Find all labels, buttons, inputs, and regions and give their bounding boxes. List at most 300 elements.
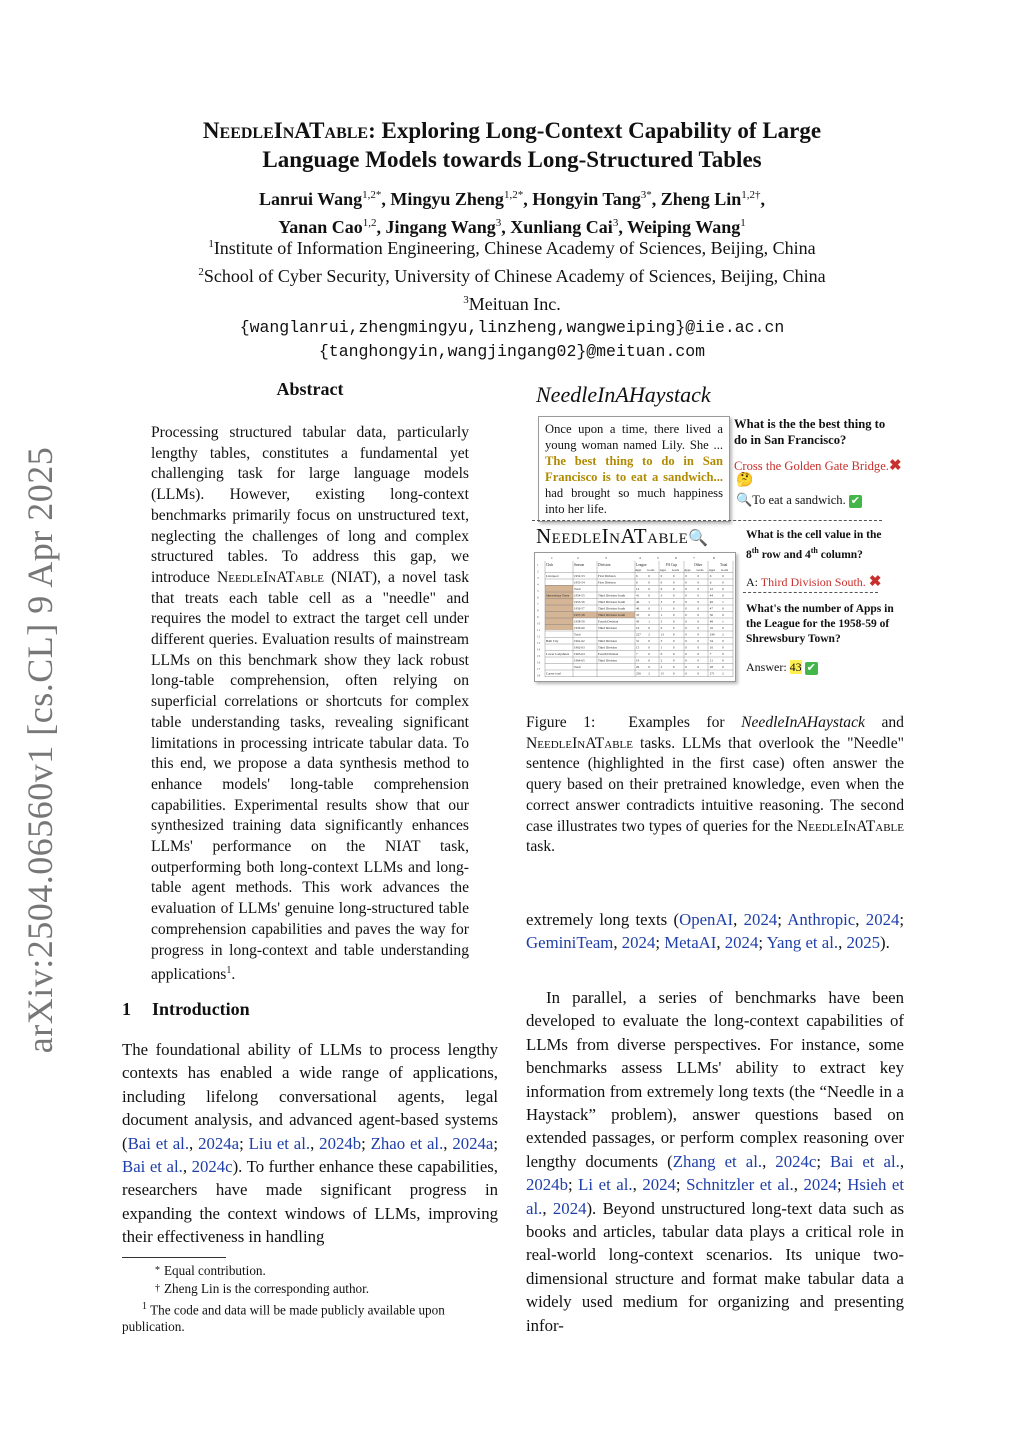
mini-cell: 0 [672,580,675,585]
mini-row-number: 4 [537,582,539,587]
mini-cell: 1 [648,619,650,624]
mini-cell: 0 [685,600,687,604]
mini-cell: 1959-60 [574,626,585,630]
divider [532,520,882,521]
mini-cell: 0 [722,652,724,656]
mini-header: Apps [635,568,642,572]
mini-cell: 0 [672,619,675,624]
mini-cell: 0 [685,593,687,598]
mini-cell: 0 [685,587,687,591]
haystack-note [538,416,730,522]
mini-cell: Total [574,665,581,669]
citation-year[interactable]: 2024c [775,1151,817,1171]
mini-cell: 15 [636,645,640,650]
mini-cell: 0 [648,593,650,598]
mini-cell: 0 [685,613,687,617]
abstract-heading: Abstract [276,379,344,399]
mini-cell: 0 [672,671,675,676]
abstract-text: (NIAT), a novel task that treats each table cell as a "needle" and requires the model to extract the target cell under different queries. Evaluation results of mainstream LLMs on this benchmark show they lack robust long-table comprehension, often relying on superficial correlations or shortcuts for complex table understanding tasks, revealing significant limitations in processing intricate tabular data. To this end, we propose a data synthesis method to enhance models' long-table comprehension capabilities. Experimental results show that our synthesized training data significantly enhances LLMs' performance on the NIAT task, outperforming both long-context LLMs and long-table agent methods. This work advances the evaluation of LLMs' genuine long-structured table comprehension capabilities and paves the way for progress in long-context and table understanding applications [151,568,469,984]
mini-cell: 6 [636,580,638,585]
affiliation-2: School of Cyber Security, University of Chinese Academy of Sciences, Beijing, China [203,266,826,286]
answer-label: Answer: [746,660,787,674]
mini-cell: 3 [660,600,663,604]
mini-cell: 0 [722,645,724,650]
mini-cell: 15 [660,671,664,676]
mini-cell: 1957-58 [574,613,585,617]
mini-cell: 2 [648,671,650,676]
footnote-3 [122,1298,500,1335]
affiliation-3: Meituan Inc. [468,294,561,314]
mini-cell: Third Division [598,645,617,650]
citation-year[interactable]: 2024 [743,910,778,929]
citation-year[interactable]: 2024 [552,1198,587,1218]
abstract-text: Processing structured tabular data, particularly lengthy tables, constitutes a fundamental yet challenging task for large language models (LLMs). However, existing long-context benchmarks primarily focus on unstructured text, neglecting the challenges of long and complex structured tables. To address this gap, we introduce [151,424,469,586]
mini-cell: Third Division South [598,613,626,617]
mini-cell: 0 [660,574,663,578]
mini-row-number: 7 [537,602,539,606]
mini-header: Goals [696,568,704,572]
mini-cell: 0 [697,626,700,630]
author-name: Lanrui Wang [258,189,363,209]
section-number: 1 [122,999,131,1019]
mini-cell: 5 [660,619,663,624]
mini-cell: 1954-55 [574,593,585,598]
mini-cell: 1 [660,606,663,611]
mini-cell: 0 [648,580,650,585]
intro-paragraph: The foundational ability of LLMs to process lengthy contexts has enabled a wide range of applications, including lifelong conversational agents, legal document analysis, and advanced agent-based systems (Bai et al., 2024a; Liu et al., 2024b; Zhao et al., 2024a; Bai et al., 2024c). To further enhance these capabilities, researchers have made significant progress in expanding the context windows of LLMs, improving their effectiveness in handling [122,1040,499,1247]
right-answer-text: To eat a sandwich. [752,493,846,507]
mini-cell: 0 [672,593,675,598]
mini-header: Goals [721,568,729,572]
mini-header: Total [720,563,728,567]
mini-cell: 1961-62 [574,639,585,643]
arxiv-id: arXiv:2504.06560v1 [cs.CL] 9 Apr 2025 [20,446,60,1054]
mini-cell: 0 [722,574,724,578]
x-mark-icon: ✖ [868,574,882,590]
mini-cell: 0 [685,632,687,637]
mini-cell: 7 [636,652,638,656]
footnote-mark: 1 [142,1301,147,1312]
mini-cell: 0 [722,587,724,591]
citation[interactable]: Liu et al. [248,1133,311,1153]
mini-cell: 6 [636,574,638,578]
mini-cell: 34 [709,639,713,643]
mini-cell: 12 [709,587,713,591]
mini-header: Goals [647,568,655,572]
abstract-niat: NeedleInATable [217,568,325,586]
mini-cell: 0 [697,658,700,663]
mini-cell: 0 [648,574,650,578]
footnote-mark: † [155,1283,160,1294]
mini-cell: 0 [648,665,650,669]
mini-cell: 35 [636,613,640,617]
caption-niat: NeedleInATable [797,817,904,835]
mini-table [534,552,736,682]
citation-year[interactable]: 2025 [846,933,881,953]
mini-cell: 1956-57 [574,606,585,611]
mini-row-number: 12 [537,634,541,639]
citation[interactable]: Bai et al. [830,1151,900,1171]
mini-cell: 1 [648,600,650,604]
mini-cell: 0 [685,574,687,578]
niat-title [536,524,709,549]
figure-caption [526,713,904,858]
mini-col-number: 2 [577,556,579,560]
mini-cell: 1 [722,600,724,604]
mini-cell: 0 [722,626,724,630]
mini-cell: 0 [685,665,687,669]
citation[interactable]: Yang et al. [766,933,839,953]
mini-row-number: 9 [537,615,539,619]
mini-cell: 48 [709,619,713,624]
mini-cell: 0 [660,626,663,630]
magnifier-icon: 🔍 [736,492,753,507]
mini-cell: 0 [697,671,700,676]
mini-cell: 13 [660,632,664,637]
mini-cell: 0 [672,613,675,617]
author-sup: 1,2 [362,217,377,229]
mini-cell: 1953-54 [574,580,585,585]
mini-cell: 0 [722,658,724,663]
mini-cell: 19 [636,658,640,663]
caption-text: and [864,714,904,731]
mini-cell: 0 [685,626,687,630]
abstract-body [151,423,469,986]
mini-highlight [545,585,573,630]
mini-cell: 0 [685,645,687,650]
caption-niat: NeedleInATable [526,734,633,752]
mini-cell: 0 [648,639,650,643]
mini-cell: 0 [697,600,700,604]
citation[interactable]: MetaAI [664,933,717,953]
mini-cell: 47 [709,606,713,611]
citation[interactable]: Hsieh et al. [526,1175,905,1218]
author-sup: 1,2* [362,189,382,201]
mini-header: Apps [708,568,716,572]
author-name: Xunliang Cai [510,217,613,237]
citation[interactable]: Anthropic [787,910,856,929]
footnote-mark[interactable]: 1 [226,965,232,977]
mini-col-number: 7 [693,556,695,560]
caption-label: Figure 1: [526,714,596,731]
body-text: In parallel, a series of benchmarks have been developed to evaluate the long-context capabilities of LLMs from diverse perspectives. For instance, some benchmarks assess LLMs' ability to extract key information from extremely long texts (the “Needle in a Haystack” problem), answer questions based on extended passages, or perform complex reasoning over lengthy documents ( [526,988,904,1171]
mini-cell: 0 [648,658,650,663]
mini-cell: 1955-56 [574,600,585,604]
caption-text: Examples for [628,714,742,731]
right-paragraph-1: In parallel, a series of benchmarks have been developed to evaluate the long-context capabilities of LLMs from diverse perspectives. For instance, some benchmarks assess LLMs' ability to extract key information from extremely long texts (the “Needle in a Haystack” problem), answer questions based on extended passages, or perform complex reasoning over lengthy documents (Zhang et al., 2024c; Bai et al., 2024b; Li et al., 2024; Schnitzler et al., 2024; Hsieh et al., 2024). Beyond unstructured long-text data such as books and articles, tabular data plays a critical role in real-world long-context scenarios. Its unique two-dimensional structure and format make tabular data a widely used medium for organizing and presenting infor- [526,988,905,1335]
citation[interactable]: Li et al. [578,1175,633,1195]
mini-cell: 2 [660,658,663,663]
body-text: ). Beyond unstructured long-text data such as books and articles, tabular data plays a critical role in real-world long-context scenarios. Its unique two-dimensional structure and format make tabular data a widely used medium for organizing and presenting infor- [526,1198,904,1335]
affiliations [60,232,964,364]
email-1: {wanglanrui,zhengmingyu,linzheng,wangweiping}@iie.ac.cn [239,318,785,337]
mini-cell: Third Division South [598,593,626,598]
citation[interactable]: Zhao et al. [370,1133,444,1153]
mini-cell: 0 [648,606,650,611]
mini-cell: 0 [672,626,675,630]
question-1: What is the the best thing to do in San Francisco? [734,417,886,447]
mini-cell: Bath City [546,639,559,643]
abstract-end: . [231,966,236,984]
right-paragraph-0: extremely long texts (OpenAI, 2024; Anthropic, 2024; GeminiTeam, 2024; MetaAI, 2024; Yang et al., 2025). [526,910,905,953]
mini-col-number: 6 [675,556,677,560]
citation-year[interactable]: 2024b [526,1175,568,1195]
mini-cell: 2 [660,665,663,669]
mini-header: Goals [671,568,679,572]
needle-sentence: The best thing to do in San Francisco is to eat a sandwich... [545,454,723,484]
mini-row-number: 18 [537,673,541,678]
niat-title-text: NeedleInATable [536,524,689,548]
mini-cell: Career total [546,671,561,676]
mini-cell: 2 [722,671,724,676]
mini-cell: 2 [722,632,724,637]
citation-year[interactable]: 2024 [621,933,656,953]
arxiv-stamp [20,446,60,1054]
mini-cell: Fourth Division [598,652,619,656]
check-icon: ✔ [806,661,816,674]
mini-cell: 16 [709,645,713,650]
mini-cell: 0 [660,652,663,656]
mini-cell: 0 [685,652,687,656]
citation-year[interactable]: 2024 [724,933,759,953]
wrong-answer-text: Cross the Golden Gate Bridge. [734,459,889,473]
thinking-icon: 🤔 [736,473,754,488]
mini-cell: 0 [685,606,687,611]
note-text: Once upon a time, there lived a young woman named Lily. She ... [545,422,723,452]
mini-cell: 0 [672,574,675,578]
mini-row-number: 3 [537,576,539,580]
footnote-rule [122,1257,226,1258]
right-answer-1 [736,492,862,508]
citation-year[interactable]: 2024 [865,910,900,929]
citation-year[interactable]: 2024a [452,1133,494,1153]
mini-cell: 6 [709,574,712,578]
mini-row-number: 11 [537,628,541,632]
mini-cell: Third Division [598,626,617,630]
author-sup: 1,2* [503,189,524,201]
mini-row-number: 8 [537,608,539,613]
mini-cell: 1962-63 [574,645,585,650]
answer-3 [746,660,818,675]
wrong-answer-2: Third Division South. [760,575,866,589]
mini-header: Apps [684,568,691,572]
figure-1 [526,380,906,685]
mini-cell: 21 [709,658,713,663]
mini-cell: 26 [636,665,640,669]
x-mark-icon: ✖ [888,458,902,474]
mini-cell: 2 [648,632,650,637]
mini-cell: 0 [697,652,700,656]
author-list [80,183,944,239]
author-sup: 3* [640,189,652,201]
mini-cell: 0 [697,593,700,598]
mini-cell: 0 [697,587,700,591]
mini-cell: 0 [722,665,724,669]
haystack-title: NeedleInAHaystack [536,382,711,407]
title-line2: Language Models towards Long-Structured Tables [262,147,762,172]
body-text: ). [880,933,890,953]
mini-cell: 0 [672,645,675,650]
mini-cell: Liverpool [546,574,559,578]
caption-hay: NeedleInAHaystack [741,714,865,731]
intro-text: The foundational ability of LLMs to process lengthy contexts has enabled a wide range of applications, including lifelong conversational agents, legal document analysis, and advanced agent-based systems ( [122,1040,498,1153]
mini-row-number: 6 [537,595,539,600]
mini-cell: 0 [672,587,675,591]
citation[interactable]: GeminiTeam [526,933,614,953]
mini-row-number: 16 [537,660,541,665]
mini-cell: Total [574,632,581,637]
author-name: Zheng Lin [660,189,742,209]
mini-row-number: 14 [537,647,541,652]
mini-row-number: 15 [537,654,541,658]
mini-cell: 41 [636,593,640,598]
mini-cell: 0 [697,619,700,624]
mini-cell: 36 [709,613,713,617]
mini-cell: 1 [722,619,724,624]
citation[interactable]: Bai et al. [127,1133,190,1153]
answer-2 [746,572,881,591]
affil-sup: 2 [198,266,204,278]
mini-cell: 0 [672,606,675,611]
mini-cell: First Division [598,574,616,578]
footnote-2 [122,1280,500,1297]
mini-cell: 0 [685,658,687,663]
mini-cell: 46 [636,600,640,604]
mini-col-number: 8 [713,556,715,560]
wrong-answer-1 [734,456,902,475]
author-name: Yanan Cao [278,217,363,237]
answer-label: A: [746,575,758,589]
mini-cell: 16 [709,626,713,630]
mini-cell: 0 [672,600,675,604]
author-line-2: Yanan Cao$^{1,2}$, Jingang Wang$^3$, Xunliang Cai$^3$, Weiping Wang$^1$ [278,217,746,237]
footnote-text: Zheng Lin is the corresponding author. [164,1281,370,1296]
mini-cell: Lower Ladyshurst [546,652,570,656]
mini-row-number: 13 [537,641,541,645]
mini-cell: Fourth Division [598,619,619,624]
mini-cell: 0 [672,632,675,637]
citation-year[interactable]: 2024b [319,1133,362,1153]
mini-header: Other [694,563,703,567]
mini-cell: 227 [636,632,641,637]
mini-cell: 49 [709,600,713,604]
author-name: Weiping Wang [627,217,741,237]
mini-cell: 3 [660,593,663,598]
mini-cell: 0 [685,580,687,585]
title-niat: NeedleInATable [202,118,369,143]
mini-cell: 0 [697,665,700,669]
mini-cell: Total [574,587,581,591]
author-sup: 1,2† [741,189,761,201]
mini-cell: 0 [648,613,650,617]
mini-cell: 0 [660,580,663,585]
caption-text: task. [526,838,556,856]
mini-col-number: 4 [639,556,641,560]
magnifier-icon: 🔍 [688,530,709,547]
mini-cell: 256 [636,671,641,676]
mini-cell: 0 [722,639,724,643]
mini-header: Apps [659,568,666,572]
mini-row-number: 5 [537,589,539,593]
citation[interactable]: OpenAI [679,910,734,929]
mini-cell: 28 [709,665,713,669]
mini-cell: 271 [709,671,715,676]
mini-cell: 0 [672,665,675,669]
check-icon: ✔ [850,494,860,507]
citation-year[interactable]: 2024 [803,1175,837,1195]
question-2: What is the cell value in the 8th row and 4th column? [746,529,882,561]
mini-cell: 0 [685,671,687,676]
mini-cell: 44 [709,593,713,598]
mini-cell: 0 [672,652,675,656]
mini-cell: 16 [636,626,640,630]
mini-cell: 0 [648,645,650,650]
citation-year[interactable]: 2024 [642,1175,676,1195]
mini-cell: 0 [722,593,724,598]
mini-cell: 0 [672,639,675,643]
mini-cell: 1963-64 [574,652,585,656]
citation-year[interactable]: 2024c [191,1157,233,1177]
paper-title [80,116,944,174]
mini-cell: 0 [697,639,700,643]
mini-cell: 240 [709,632,715,637]
affil-sup: 3 [463,294,469,306]
mini-cell: 0 [685,639,687,643]
mini-cell: 31 [636,639,640,643]
footnote-mark: * [155,1265,160,1276]
mini-col-number: 3 [605,556,607,560]
author-sup: 3 [612,217,619,229]
mini-row-number: 10 [537,621,541,626]
mini-cell: Third Division [598,639,617,643]
mini-cell: 0 [648,652,650,656]
citation[interactable]: Schnitzler et al. [686,1175,794,1195]
mini-cell: 0 [697,574,700,578]
mini-cell: 1952-53 [574,574,585,578]
mini-cell: 0 [722,606,724,611]
mini-header: Season [574,563,585,567]
section-title: Introduction [152,999,250,1019]
mini-cell: 0 [648,587,650,591]
mini-cell: 0 [648,626,650,630]
section-heading [122,999,250,1020]
mini-header: Club [546,563,553,567]
affiliation-1: Institute of Information Engineering, Chinese Academy of Sciences, Beijing, China [213,238,816,258]
mini-cell: 12 [636,587,640,591]
citation[interactable]: Bai et al. [122,1157,183,1177]
footnote-1 [122,1262,500,1279]
mini-cell: 43 [636,619,640,624]
mini-row-number: 17 [537,667,541,671]
author-name: Hongyin Tang [532,189,641,209]
question-3: What's the number of Apps in the League for the 1958-59 of Shrewsbury Town? [746,603,894,645]
mini-cell: 0 [697,613,700,617]
affil-sup: 1 [208,238,214,250]
citation-year[interactable]: 2024a [198,1133,240,1153]
email-2: {tanghongyin,wangjingang02}@meituan.com [318,342,706,361]
mini-cell: 0 [697,632,700,637]
intro-text: ). To further enhance these capabilities, researchers have made significant progress in expanding the context windows of LLMs, improving their effectiveness in handling [122,1157,499,1247]
mini-cell: 1964-65 [574,658,585,663]
mini-row-number: 1 [537,563,539,567]
mini-cell: 7 [709,652,712,656]
mini-cell: 0 [697,645,700,650]
citation[interactable]: Zhang et al. [672,1151,763,1171]
mini-cell: 46 [636,606,640,611]
body-text: extremely long texts ( [526,910,680,929]
note-text: had brought so much happiness into her life. [545,486,723,516]
mini-cell: 0 [697,606,700,611]
